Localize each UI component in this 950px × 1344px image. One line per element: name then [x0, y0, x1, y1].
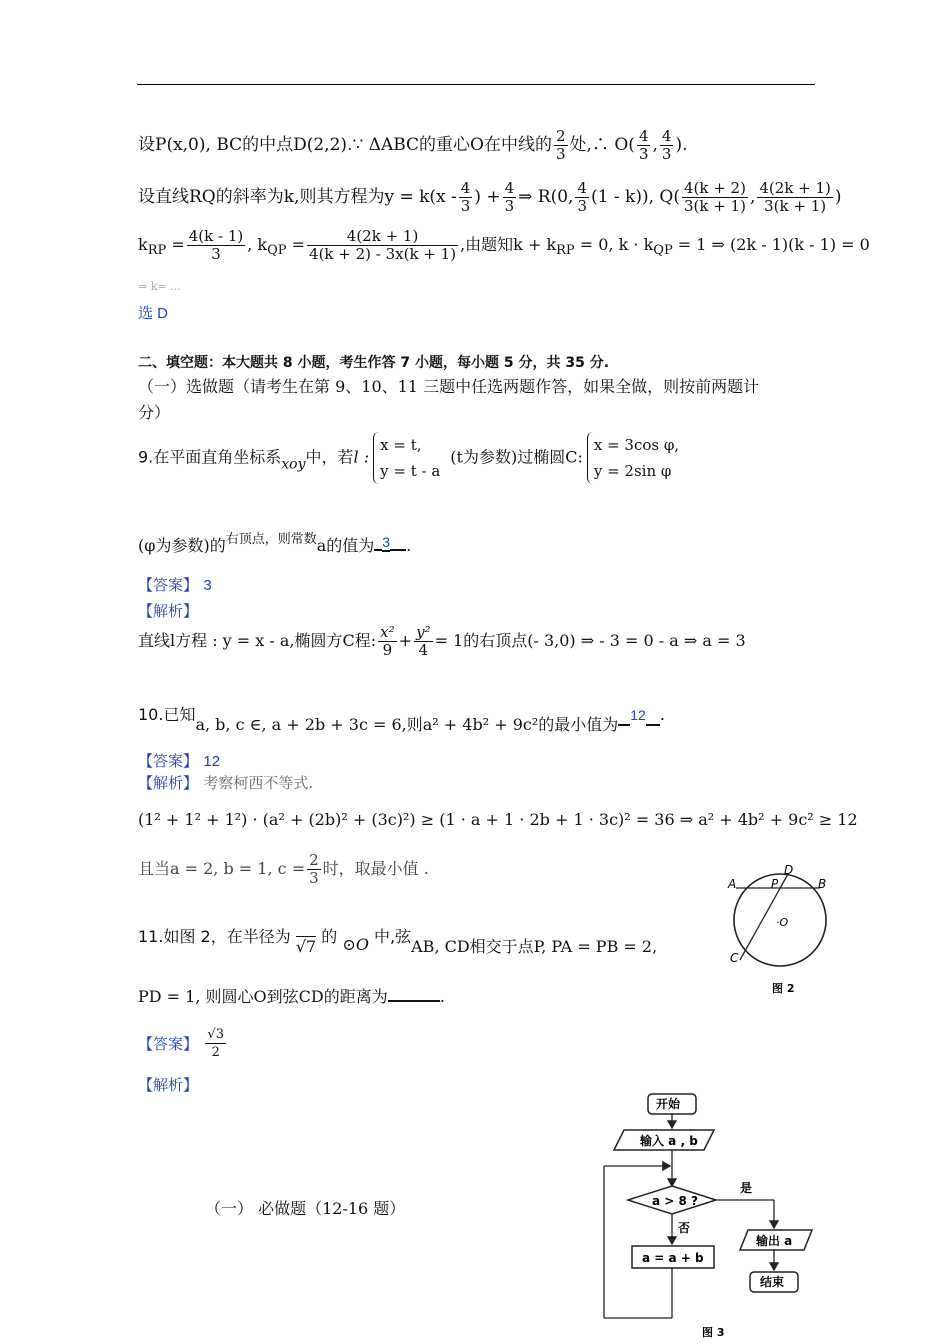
- solution-10: (1² + 1² + 1²) · (a² + (2b)² + (3c)²) ≥ (1 · a + 1 · 2b + 1 · 3c)² = 36 ⇒ a² + 4b² + 9c² ≥ 12: [138, 810, 858, 829]
- answer-row-11: 【答案】 $\frac{√3}{2}$: [138, 1027, 224, 1060]
- label-D: D: [784, 863, 794, 877]
- subsection-instructions: （一）选做题（请考生在第 9、10、11 三题中任选两题作答，如果全做，则按前两题计: [138, 377, 760, 396]
- figure-2-circle-diagram: [726, 858, 834, 1000]
- fraction: $\frac{4}{3}$: [504, 179, 515, 215]
- text: 设P(x,0), BC的中点D(2,2).∵ ΔABC的重心O在中线的: [138, 135, 552, 155]
- label-C: C: [730, 951, 739, 965]
- figure-3-flowchart: [598, 1090, 820, 1340]
- analysis-label-9: 【解析】: [138, 602, 199, 620]
- end-label: 结束: [760, 1275, 785, 1289]
- answer-blank: 3: [382, 534, 391, 550]
- fraction: $\frac{4(k - 1)}{3}$: [188, 227, 244, 263]
- fraction: $\frac{4}{3}$: [460, 179, 471, 215]
- answer-blank: 12: [630, 707, 646, 723]
- condition-label: a > 8 ?: [652, 1194, 698, 1208]
- parametric-system-ellipse: x = 3cos φ, y = 2sin φ: [587, 432, 685, 484]
- fraction: $\frac{2}{3}$: [556, 127, 566, 163]
- fraction: $\frac{4(k + 2)}{3(k + 1)}$: [683, 179, 746, 215]
- sqrt: √7: [295, 937, 317, 956]
- parametric-system-line: x = t, y = t - a: [373, 432, 446, 484]
- assign-label: a = a + b: [642, 1251, 704, 1265]
- question-9-cont: (φ为参数)的$^{右顶点,则常数}$a的值为 3 .: [138, 532, 412, 555]
- faint-line: ⇒ k= ...: [138, 280, 181, 293]
- label-B: B: [818, 877, 827, 891]
- no-label: 否: [678, 1221, 691, 1235]
- solution-line-3: $k_{RP}$ = $\frac{4(k - 1)}{3}$ , $k_{QP}$ = $\frac{4(2k + 1)}{4(k + 2) - 3x(k + 1)}$ ,由题知$k + k_{RP} = 0$, $k \cdot k_{QP} = 1$ ⇒ (2k - 1)(k - 1) = 0: [138, 227, 870, 263]
- question-10: 10.已知a, b, c ∈, a + 2b + 3c = 6,则a² + 4b² + 9c²的最小值为 12 .: [138, 705, 665, 734]
- question-11-cont: PD = 1, 则圆心O到弦CD的距离为 .: [138, 987, 445, 1006]
- solution-9: 直线l方程 : y = x - a,椭圆方C程: $\frac{\text{x²}}{9}$ + $\frac{\text{y²}}{4}$ = 1的右顶点(- 3,0) ⇒ - 3 = 0 - a ⇒ a = 3: [138, 623, 746, 659]
- subsection-instructions-cont: 分）: [138, 403, 171, 422]
- subsection-required: （一） 必做题（12-16 题）: [205, 1199, 406, 1218]
- question-11: 11.如图 2，在半径为 √7 的 ⊙O 中,弦AB, CD相交于点P, PA = PB = 2,: [138, 927, 658, 956]
- fraction: $\frac{4}{3}$: [638, 127, 649, 163]
- fraction: $\frac{4(2k + 1)}{4(k + 2) - 3x(k + 1)}$: [309, 227, 457, 263]
- yes-label: 是: [740, 1181, 753, 1195]
- fraction: $\frac{4}{3}$: [577, 179, 588, 215]
- input-label: 输入 a , b: [640, 1134, 698, 1148]
- fraction: $\frac{2}{3}$: [309, 851, 319, 887]
- choice-answer: 选 D: [138, 305, 169, 322]
- fraction: $\frac{4(2k + 1)}{3(k + 1)}$: [759, 179, 831, 215]
- fraction: $\frac{\text{x²}}{9}$: [380, 623, 395, 659]
- start-label: 开始: [656, 1097, 681, 1111]
- header-rule: [137, 84, 815, 85]
- section-heading: 二、填空题：本大题共 8 小题，考生作答 7 小题，每小题 5 分，共 35 分.: [138, 355, 610, 371]
- fraction: $\frac{\text{y²}}{4}$: [416, 623, 431, 659]
- label-P: P: [771, 877, 779, 891]
- fraction: $\frac{√3}{2}$: [207, 1027, 224, 1060]
- label-A: A: [728, 877, 737, 891]
- analysis-row-10: 【解析】 考察柯西不等式.: [138, 774, 314, 792]
- solution-10-cont: 且当a = 2, b = 1, c = $\frac{2}{3}$ 时，取最小值 .: [138, 851, 429, 887]
- analysis-label-11: 【解析】: [138, 1076, 199, 1094]
- figure-3-caption: 图 3: [702, 1326, 725, 1339]
- answer-row-9: 【答案】 3: [138, 576, 212, 594]
- output-label: 输出 a: [756, 1234, 793, 1248]
- answer-row-10: 【答案】 12: [138, 752, 221, 770]
- question-9: 9.在平面直角坐标系xoy中，若l : x = t, y = t - a (t为参数)过椭圆C: x = 3cos φ, y = 2sin φ: [138, 432, 689, 484]
- solution-line-2: 设直线RQ的斜率为k,则其方程为y = k(x - $\frac{4}{3}$ ) + $\frac{4}{3}$ ⇒ R(0, $\frac{4}{3}$ (1 - k)), Q( $\frac{4(k + 2)}{3(k + 1)}$ , $\frac{4(2k + 1)}{3(k + 1)}$ ): [138, 179, 842, 215]
- label-O: ·O: [776, 916, 789, 929]
- figure-2-caption: 图 2: [772, 982, 795, 995]
- fraction: $\frac{4}{3}$: [661, 127, 672, 163]
- solution-line-1: 设P(x,0), BC的中点D(2,2).∵ ΔABC的重心O在中线的 $\frac{2}{3}$ 处,∴ O( $\frac{4}{3}$ , $\frac{4}{3}$ ).: [138, 127, 688, 163]
